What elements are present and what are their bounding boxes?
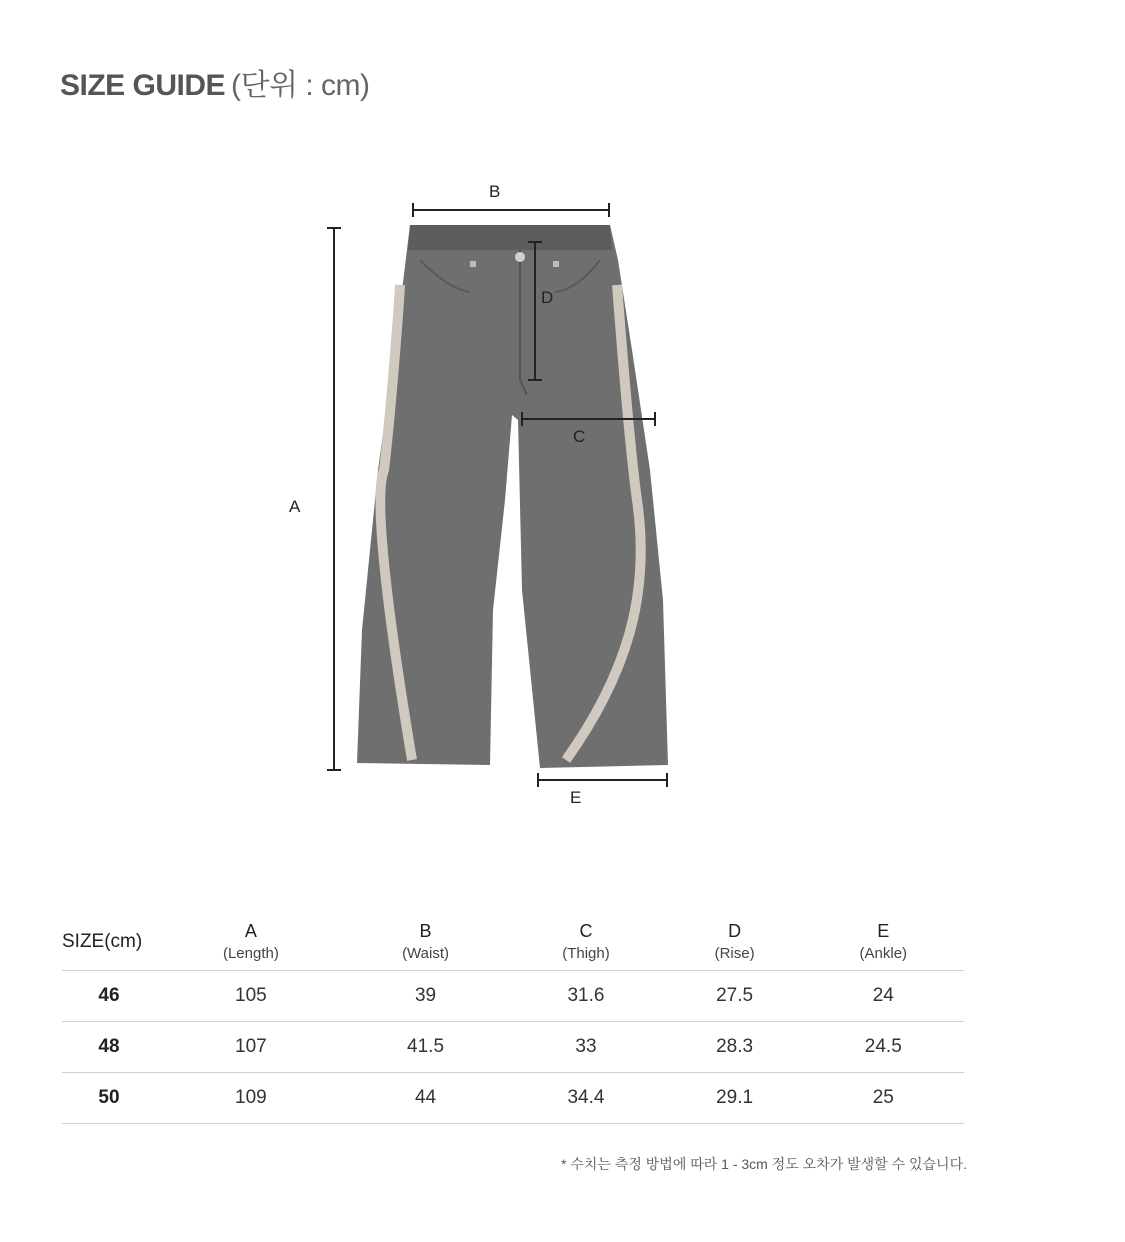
column-name: (Thigh) — [562, 945, 610, 962]
unit-note: (단위 : cm) — [231, 69, 370, 102]
size-cell: 48 — [62, 1022, 156, 1073]
size-cell: 50 — [62, 1073, 156, 1124]
table-cell: 34.4 — [505, 1073, 666, 1124]
column-header-b — [346, 915, 505, 971]
label-e: E — [570, 788, 582, 807]
table-row — [62, 971, 964, 1022]
table-cell: 31.6 — [505, 971, 666, 1022]
column-header-e — [803, 915, 964, 971]
table-cell: 29.1 — [667, 1073, 803, 1124]
pants-illustration — [0, 170, 1125, 830]
table-cell: 28.3 — [667, 1022, 803, 1073]
column-header-a — [156, 915, 346, 971]
page-title — [60, 60, 369, 104]
column-header-c — [505, 915, 666, 971]
table-row — [62, 1073, 964, 1124]
table-cell: 24.5 — [803, 1022, 964, 1073]
table-cell: 24 — [803, 971, 964, 1022]
label-c: C — [573, 427, 586, 446]
title-text: SIZE GUIDE — [60, 69, 226, 102]
pants-diagram — [0, 170, 1125, 830]
label-a: A — [289, 497, 301, 516]
pants-icon — [357, 225, 668, 768]
column-name: (Waist) — [402, 945, 449, 962]
table-cell: 44 — [346, 1073, 505, 1124]
measure-line-a — [327, 228, 341, 770]
label-d: D — [541, 288, 554, 307]
column-letter: A — [244, 921, 257, 941]
table-cell: 107 — [156, 1022, 346, 1073]
footnote: * 수치는 측정 방법에 따라 1 - 3cm 정도 오차가 발생할 수 있습니다. — [561, 1156, 967, 1172]
size-cell: 46 — [62, 971, 156, 1022]
table-cell: 41.5 — [346, 1022, 505, 1073]
table-cell: 105 — [156, 971, 346, 1022]
measure-line-b — [413, 203, 609, 217]
column-letter: D — [728, 921, 742, 941]
measure-line-e — [538, 773, 667, 787]
table-cell: 33 — [505, 1022, 666, 1073]
table-header-row — [62, 915, 964, 971]
column-name: (Ankle) — [859, 945, 908, 962]
table-cell: 39 — [346, 971, 505, 1022]
column-letter: B — [419, 921, 432, 941]
table-cell: 109 — [156, 1073, 346, 1124]
table-row — [62, 1022, 964, 1073]
size-column-header: SIZE(cm) — [62, 915, 156, 971]
column-header-d — [667, 915, 803, 971]
column-name: (Length) — [222, 945, 279, 962]
column-name: (Rise) — [714, 945, 755, 962]
label-b: B — [489, 182, 501, 201]
column-letter: E — [877, 921, 890, 941]
size-table — [62, 915, 964, 1124]
table-cell: 27.5 — [667, 971, 803, 1022]
column-letter: C — [579, 921, 593, 941]
table-cell: 25 — [803, 1073, 964, 1124]
